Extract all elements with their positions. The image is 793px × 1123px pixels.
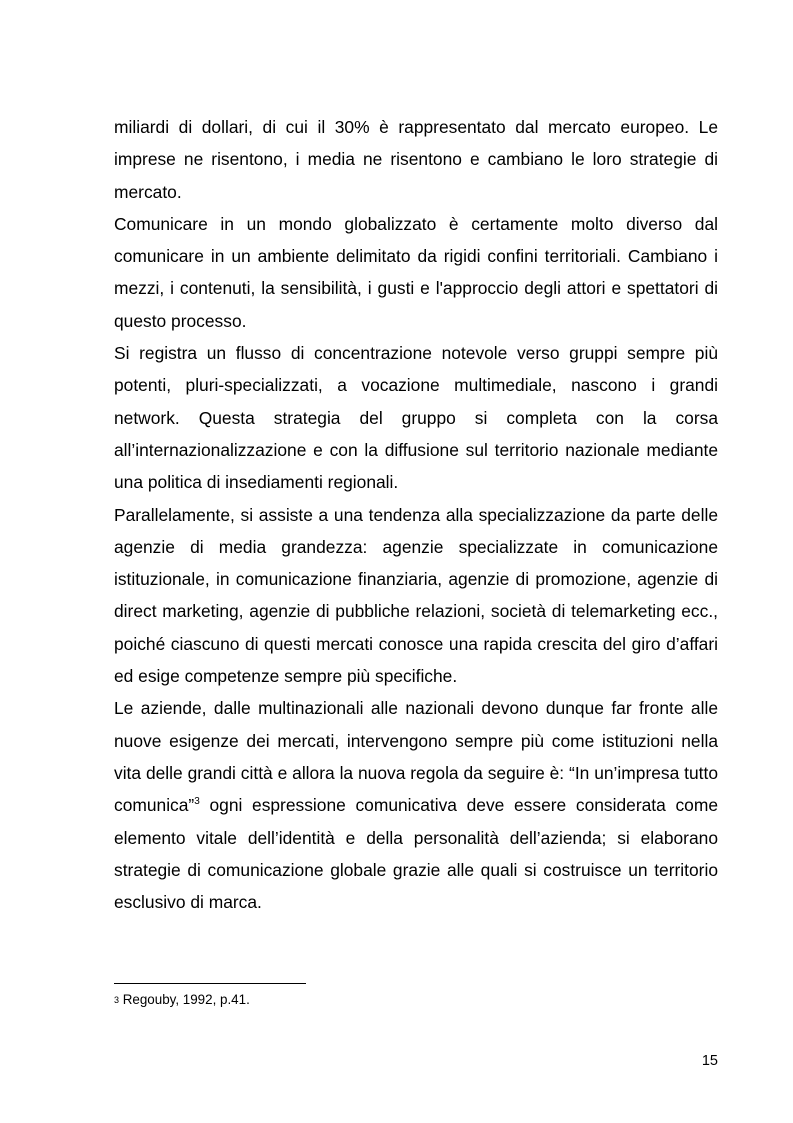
paragraph-2: Comunicare in un mondo globalizzato è certamente molto diverso dal comunicare in un ambiente delimitato da rigidi confini territoriali. Cambiano i mezzi, i contenuti, la sensibilità, i gusti e l'approccio degli attori e spettatori di questo processo. bbox=[114, 213, 718, 331]
footnote-reference[interactable]: 3 bbox=[194, 796, 200, 808]
paragraph-5-text-after: ogni espressione comunicativa deve essere considerata come elemento vitale dell’identità e della personalità dell’azienda; si elaborano strategie di comunicazione globale grazie alle quali si costruisce un territorio esclusivo di marca. bbox=[114, 795, 718, 913]
page-body bbox=[114, 111, 718, 918]
paragraph-5 bbox=[114, 692, 718, 918]
page-number: 15 bbox=[701, 1053, 718, 1069]
footnote-marker: 3 bbox=[114, 995, 120, 1005]
paragraph-5-text-before: Le aziende, dalle multinazionali alle nazionali devono dunque far fronte alle nuove esigenze dei mercati, intervengono sempre più come istituzioni nella vita delle grandi città e allora la nuova regola da seguire è: “In un’impresa tutto comunica” bbox=[114, 698, 718, 816]
footnote-text: Regouby, 1992, p.41. bbox=[119, 992, 250, 1007]
footnote bbox=[114, 992, 250, 1009]
paragraph-3: Si registra un flusso di concentrazione notevole verso gruppi sempre più potenti, pluri-specializzati, a vocazione multimediale, nascono i grandi network. Questa strategia del gruppo si completa con la corsa all’internazionalizzazione e con la diffusione sul territorio nazionale mediante una politica di insediamenti regionali. bbox=[114, 343, 718, 493]
paragraph-1: miliardi di dollari, di cui il 30% è rappresentato dal mercato europeo. Le imprese ne risentono, i media ne risentono e cambiano le loro strategie di mercato. bbox=[114, 117, 718, 202]
paragraph-4: Parallelamente, si assiste a una tendenza alla specializzazione da parte delle agenzie di media grandezza: agenzie specializzate in comunicazione istituzionale, in comunicazione finanziaria, agenzie di promozione, agenzie di direct marketing, agenzie di pubbliche relazioni, società di telemarketing ecc., poiché ciascuno di questi mercati conosce una rapida crescita del giro d’affari ed esige competenze sempre più specifiche. bbox=[114, 504, 718, 687]
footnote-separator bbox=[114, 983, 306, 984]
